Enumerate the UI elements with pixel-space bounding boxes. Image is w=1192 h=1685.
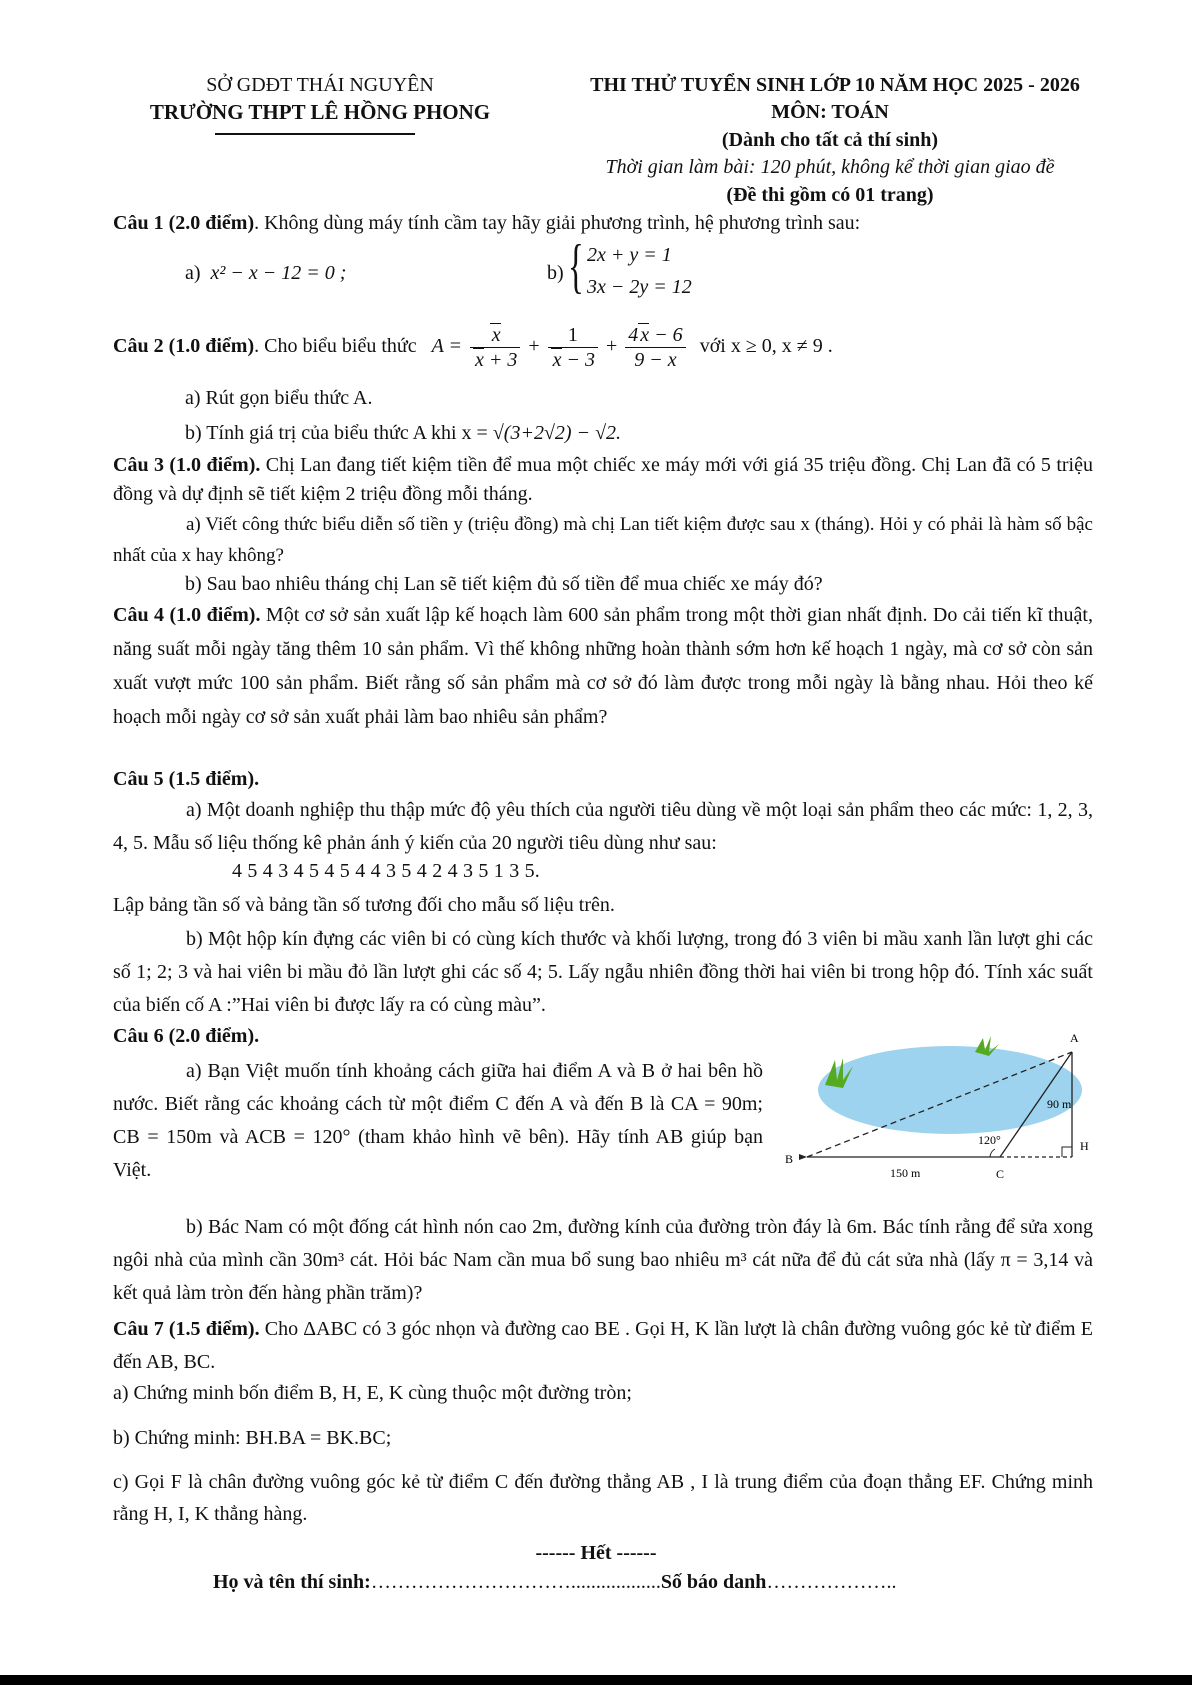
exam-title: THI THỬ TUYỂN SINH LỚP 10 NĂM HỌC 2025 - 2026 [590, 74, 1080, 96]
bottom-bar [0, 1675, 1192, 1685]
q4-prompt [113, 598, 1093, 734]
page-count: (Đề thi gồm có 01 trang) [726, 184, 934, 206]
angle-arc [990, 1149, 995, 1157]
q1-b-eq2: 3x − 2y = 12 [587, 276, 692, 298]
q6-label: Câu 6 (2.0 điểm). [113, 1025, 260, 1047]
candidate-number-label: Số báo danh [660, 1571, 767, 1593]
q4-text: Một cơ sở sản xuất lập kế hoạch làm 600 sản phẩm trong một thời gian nhất định. Do cải tiến kĩ thuật, năng suất mỗi ngày tăng thêm 10 sản phẩm. Vì thế không những hoàn thành sớm hơn kế hoạch 1 ngày, mà cơ sở còn sản xuất vượt mức 100 sản phẩm. Biết rằng số sản phẩm mà cơ sở đó làm được trong mỗi ngày là bằng nhau. Hỏi theo kế hoạch mỗi ngày cơ sở sản xuất phải làm bao nhiêu sản phẩm? [113, 604, 1093, 728]
q1-b-eq1: 2x + y = 1 [587, 244, 672, 266]
q5-a2: Lập bảng tần số và bảng tần số tương đối cho mẫu số liệu trên. [113, 894, 615, 916]
lake-figure [785, 1030, 1095, 1185]
q3-b: b) Sau bao nhiêu tháng chị Lan sẽ tiết kiệm đủ số tiền để mua chiếc xe máy đó? [185, 573, 823, 595]
q2-b-value: √(3+2√2) − √2. [492, 422, 622, 444]
lake-shape [818, 1046, 1082, 1134]
school-underline [215, 133, 415, 135]
q5-label: Câu 5 (1.5 điểm). [113, 768, 260, 790]
department: SỞ GDĐT THÁI NGUYÊN [206, 74, 434, 96]
q3-label: Câu 3 (1.0 điểm). [113, 454, 261, 476]
q2-condition: với x ≥ 0, x ≠ 9 . [699, 335, 833, 357]
right-angle-mark [1062, 1147, 1072, 1157]
q1-b-brace: { [568, 233, 584, 299]
q2-label: Câu 2 (1.0 điểm) [113, 335, 255, 357]
q7-text: Cho ΔABC có 3 góc nhọn và đường cao BE . Gọi H, K lần lượt là chân đường vuông góc kẻ từ điểm E đến AB, BC. [113, 1318, 1093, 1373]
q1-a-label: a) [185, 262, 201, 284]
q1-b-label: b) [547, 262, 564, 284]
q7-a: a) Chứng minh bốn điểm B, H, E, K cùng thuộc một đường tròn; [113, 1382, 632, 1404]
q1-a [185, 260, 346, 287]
school-name: TRƯỜNG THPT LÊ HỒNG PHONG [149, 100, 491, 124]
q1-label: Câu 1 (2.0 điểm) [113, 212, 255, 234]
q1-a-equation: x² − x − 12 = 0 ; [210, 262, 347, 284]
q4-label: Câu 4 (1.0 điểm). [113, 604, 261, 626]
q2-b [185, 420, 621, 447]
fig-label-h: H [1080, 1139, 1089, 1153]
b-arrow-icon [799, 1154, 807, 1160]
q3-a: a) Viết công thức biểu diễn số tiền y (triệu đồng) mà chị Lan tiết kiệm được sau x (tháng). Hỏi y có phải là hàm số bậc nhất của x hay không? [113, 514, 1093, 566]
q6-b: b) Bác Nam có một đống cát hình nón cao 2m, đường kính của đường tròn đáy là 6m. Bác tính rằng để sửa xong ngôi nhà của mình cần 30m³ cát. Hỏi bác Nam cần mua bổ sung bao nhiêu m³ cát nữa để đủ cát sửa nhà (lấy π = 3,14 và kết quả làm tròn đến hàng phần trăm)? [113, 1216, 1093, 1304]
candidate-name-blank: ………………………….................. [370, 1571, 661, 1593]
q2-a: a) Rút gọn biểu thức A. [185, 387, 373, 409]
q2-fraction-1: $\frac{x}{x + 3}$ [470, 323, 520, 372]
q5-b: b) Một hộp kín đựng các viên bi có cùng kích thước và khối lượng, trong đó 3 viên bi mầu xanh lần lượt ghi các số 1; 2; 3 và hai viên bi mầu đỏ lần lượt ghi các số 4; 5. Lấy ngẫu nhiên đồng thời hai viên bi trong hộp đó. Tính xác suất của biến cố A :”Hai viên bi được lấy ra có cùng màu”. [113, 928, 1093, 1016]
fig-label-c: C [996, 1167, 1005, 1181]
fig-label-ca: 90 m [1047, 1097, 1072, 1111]
q2-fraction-2: $\frac{1}{x - 3}$ [548, 323, 598, 372]
q7-b: b) Chứng minh: BH.BA = BK.BC; [113, 1427, 392, 1449]
q6-a: a) Bạn Việt muốn tính khoảng cách giữa hai điểm A và B ở hai bên hồ nước. Biết rằng các khoảng cách từ một điểm C đến A và đến B là CA = 90m; CB = 150m và ACB = 120° (tham khảo hình vẽ bên). Hãy tính AB giúp bạn Việt. [113, 1060, 763, 1181]
exam-time: Thời gian làm bài: 120 phút, không kể thời gian giao đề [605, 156, 1055, 178]
subject: MÔN: TOÁN [771, 101, 889, 123]
q2-b-text: b) Tính giá trị của biểu thức A khi x = [185, 422, 493, 444]
q2-fraction-3: $\frac{4 x - 6}{9 - x}$ [625, 323, 685, 372]
fig-label-cb: 150 m [890, 1166, 921, 1180]
q1-text: . Không dùng máy tính cầm tay hãy giải phương trình, hệ phương trình sau: [254, 212, 861, 234]
audience: (Dành cho tất cả thí sinh) [721, 129, 939, 151]
q5-a: a) Một doanh nghiệp thu thập mức độ yêu thích của người tiêu dùng về một loại sản phẩm theo các mức: 1, 2, 3, 4, 5. Mẫu số liệu thống kê phản ánh ý kiến của 20 người tiêu dùng như sau: [113, 799, 1093, 854]
candidate-number-blank: ……………….. [766, 1571, 897, 1593]
q2-text: . Cho biểu biểu thức [254, 335, 417, 357]
candidate-name-label: Họ và tên thí sinh: [213, 1571, 371, 1593]
fig-label-b: B [785, 1152, 794, 1166]
q2-prompt: Câu 2 (1.0 điểm). Cho biểu biểu thức A = $\frac{x}{x + 3}$ + $\frac{1}{x - 3}$ + $\frac{4 x - 6}{9 - x}$ với x ≥ 0, x ≠ 9 . [113, 323, 833, 371]
q3-prompt [113, 451, 1093, 509]
fig-label-angle: 120° [978, 1133, 1001, 1147]
q7-label: Câu 7 (1.5 điểm). [113, 1318, 260, 1340]
q5-data: 4 5 4 3 4 5 4 5 4 4 3 5 4 2 4 3 5 1 3 5. [232, 860, 540, 882]
candidate-info [213, 1569, 896, 1595]
q7-prompt [113, 1313, 1093, 1379]
q7-c: c) Gọi F là chân đường vuông góc kẻ từ điểm C đến đường thẳng AB , I là trung điểm của đoạn thẳng EF. Chứng minh rằng H, I, K thẳng hàng. [113, 1471, 1093, 1525]
q3-text: Chị Lan đang tiết kiệm tiền để mua một chiếc xe máy mới với giá 35 triệu đồng. Chị Lan đã có 5 triệu đồng và dự định sẽ tiết kiệm 2 triệu đồng mỗi tháng. [113, 454, 1093, 505]
q1-prompt [113, 210, 860, 237]
fig-label-a: A [1070, 1031, 1079, 1045]
end-marker: ------ Hết ------ [535, 1542, 657, 1564]
